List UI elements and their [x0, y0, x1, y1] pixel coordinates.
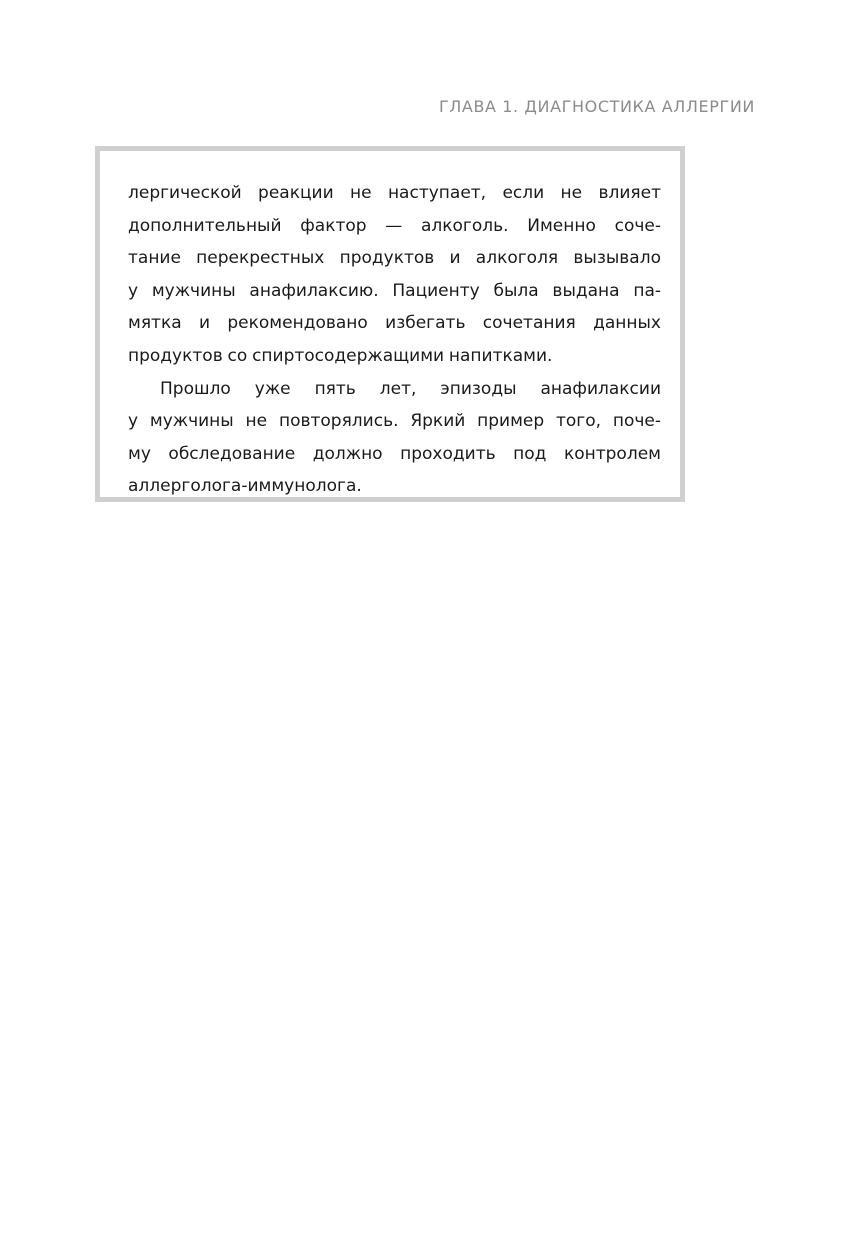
- sidebar-box: [95, 146, 685, 502]
- paragraph-1-line-5: мятка и рекомендовано избегать сочетания данных: [128, 313, 661, 334]
- paragraph-1-line-3: тание перекрестных продуктов и алкоголя вызывало: [128, 248, 661, 269]
- paragraph-2-line-2: у мужчины не повторялись. Яркий пример того, поче-: [128, 411, 661, 432]
- paragraph-1-line-4: у мужчины анафилаксию. Пациенту была выдана па-: [128, 280, 661, 301]
- sidebar-box-text: [128, 177, 661, 503]
- paragraph-2-line-3: му обследование должно проходить под контролем: [128, 443, 661, 464]
- paragraph-1-line-1: лергической реакции не наступает, если не влияет: [128, 183, 661, 203]
- paragraph-2-line-1: Прошло уже пять лет, эпизоды анафилаксии: [160, 378, 661, 399]
- running-header: ГЛАВА 1. ДИАГНОСТИКА АЛЛЕРГИИ: [438, 97, 755, 116]
- paragraph-1-line-2: дополнительный фактор — алкоголь. Именно соче-: [128, 215, 661, 236]
- paragraph-1-line-6: продуктов со спиртосодержащими напитками.: [128, 345, 553, 366]
- paragraph-2-line-4: аллерголога-иммунолога.: [128, 476, 362, 497]
